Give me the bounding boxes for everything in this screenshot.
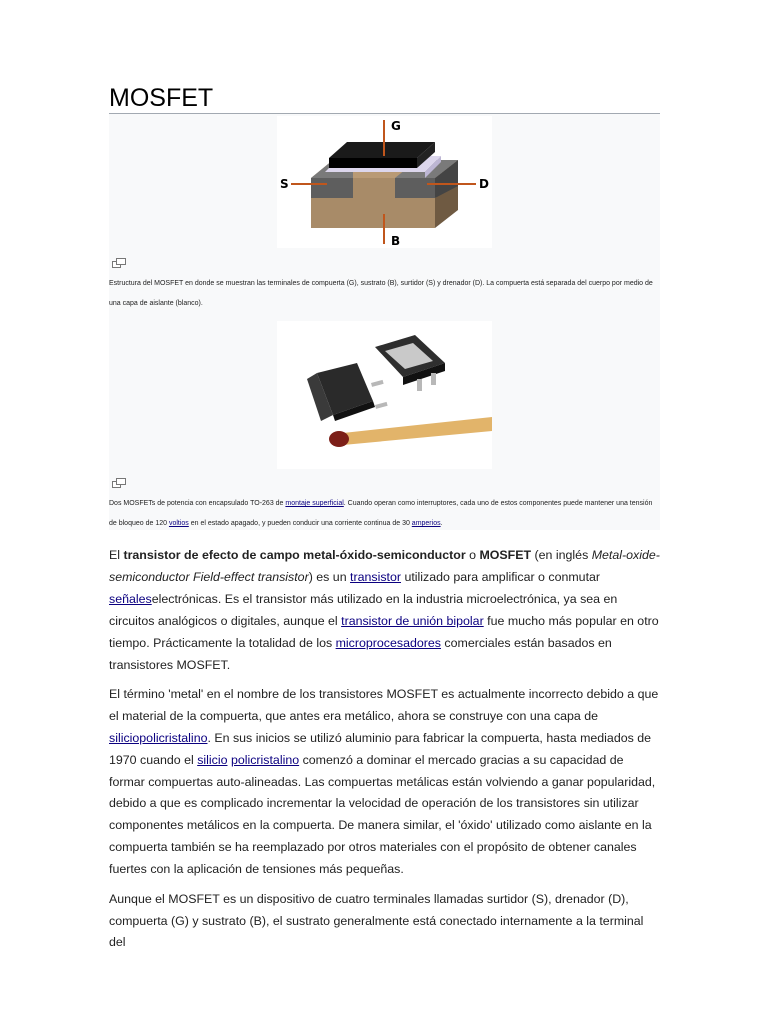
link-policristalino[interactable]: policristalino bbox=[230, 752, 300, 767]
source-region-front bbox=[311, 178, 353, 198]
left-package bbox=[307, 363, 388, 421]
text: electrónicas. Es el transistor más utilizado en la industria microelectrónica, ya sea en circuitos analógicos o digitales, aunque el bbox=[109, 591, 618, 628]
match bbox=[329, 417, 492, 447]
caption-text: Dos MOSFETs de potencia con encapsulado TO-263 de bbox=[109, 500, 286, 507]
body-label: B bbox=[391, 234, 401, 248]
paragraph-terminals bbox=[109, 889, 660, 955]
link-transistor[interactable]: transistor bbox=[350, 569, 401, 584]
text: . En sus inicios se utilizó aluminio para fabricar la compuerta, hasta mediados de 1970 cuando el bbox=[109, 730, 652, 767]
page-title: MOSFET bbox=[109, 84, 214, 112]
link-voltios[interactable]: voltios bbox=[168, 520, 189, 527]
article-body bbox=[109, 545, 660, 962]
text: El bbox=[109, 548, 124, 562]
link-montaje-superficial[interactable]: montaje superficial bbox=[285, 500, 344, 507]
text: comerciales están basados en transistores MOSFET. bbox=[109, 635, 612, 672]
italic-term: Metal-oxide-semiconductor Field-effect transistor bbox=[109, 548, 660, 584]
link-senales[interactable]: señales bbox=[109, 591, 152, 606]
text: El término 'metal' en el nombre de los transistores MOSFET es actualmente incorrecto debido a que el material de la compuerta, que antes era metálico, ahora se construye con una capa de bbox=[109, 686, 659, 723]
mosfet-packages-photo[interactable] bbox=[277, 321, 492, 469]
text: (en inglés bbox=[531, 548, 592, 562]
text: utilizado para amplificar o conmutar bbox=[401, 569, 601, 584]
gate-top bbox=[329, 142, 435, 158]
caption-text: en el estado apagado, y pueden conducir una corriente continua de 30 bbox=[188, 520, 412, 527]
link-microprocesadores[interactable]: microprocesadores bbox=[335, 635, 441, 650]
enlarge-icon[interactable] bbox=[112, 258, 126, 268]
caption-text: . Cuando operan como interruptores, cada uno de estos componentes puede mantener una tensión de bloqueo de 120 bbox=[109, 500, 653, 527]
link-siliciopolicristalino[interactable]: siliciopolicristalino bbox=[109, 730, 208, 745]
text: comenzó a dominar el mercado gracias a su capacidad de formar compuertas auto-alineadas. Las compuertas metálicas están volviendo a ganar popularidad, debido a que es complicado incrementar la velocidad de operación de los transistores sin utilizar componentes metálicos en la compuerta. De manera similar, el 'óxido' utilizado como aislante en la compuerta también se ha reemplazado por otros materiales con el propósito de obtener canales fuertes con la aplicación de tensiones más pequeñas. bbox=[109, 752, 656, 877]
figure1-caption: Estructura del MOSFET en donde se muestran las terminales de compuerta (G), sustrato (B), surtidor (S) y drenador (D). La compuerta está separada del cuerpo por medio de una capa de aislante (blanco). bbox=[109, 280, 653, 307]
substrate-front bbox=[311, 198, 435, 228]
drain-label: D bbox=[479, 177, 489, 191]
drain-region-front bbox=[395, 178, 435, 198]
channel-front bbox=[353, 178, 395, 198]
gate-front bbox=[329, 158, 417, 168]
mosfet-packages-svg bbox=[277, 321, 492, 469]
figure2-caption bbox=[109, 494, 660, 534]
bold-term: MOSFET bbox=[479, 548, 532, 562]
right-package bbox=[375, 335, 445, 391]
text: Aunque el MOSFET es un dispositivo de cuatro terminales llamadas surtidor (S), drenador (D), compuerta (G) y sustrato (B), el sustrato generalmente está conectado internamente a la terminal del bbox=[109, 891, 644, 950]
paragraph-intro bbox=[109, 545, 660, 676]
bold-term: transistor de efecto de campo metal-óxido-semiconductor bbox=[123, 548, 466, 562]
text: o bbox=[465, 548, 480, 562]
mosfet-structure-svg bbox=[277, 116, 492, 248]
mosfet-structure-diagram[interactable] bbox=[277, 116, 492, 248]
gate-label: G bbox=[391, 119, 401, 133]
link-silicio[interactable]: silicio bbox=[197, 752, 228, 767]
caption-text: . bbox=[440, 520, 443, 527]
link-amperios[interactable]: amperios bbox=[411, 520, 441, 527]
text: ) es un bbox=[308, 569, 351, 584]
paragraph-metal bbox=[109, 684, 660, 881]
source-label: S bbox=[280, 177, 289, 191]
text: fue mucho más popular en otro tiempo. Prácticamente la totalidad de los bbox=[109, 613, 659, 650]
enlarge-icon[interactable] bbox=[112, 478, 126, 488]
link-transistor-union-bipolar[interactable]: transistor de unión bipolar bbox=[341, 613, 484, 628]
